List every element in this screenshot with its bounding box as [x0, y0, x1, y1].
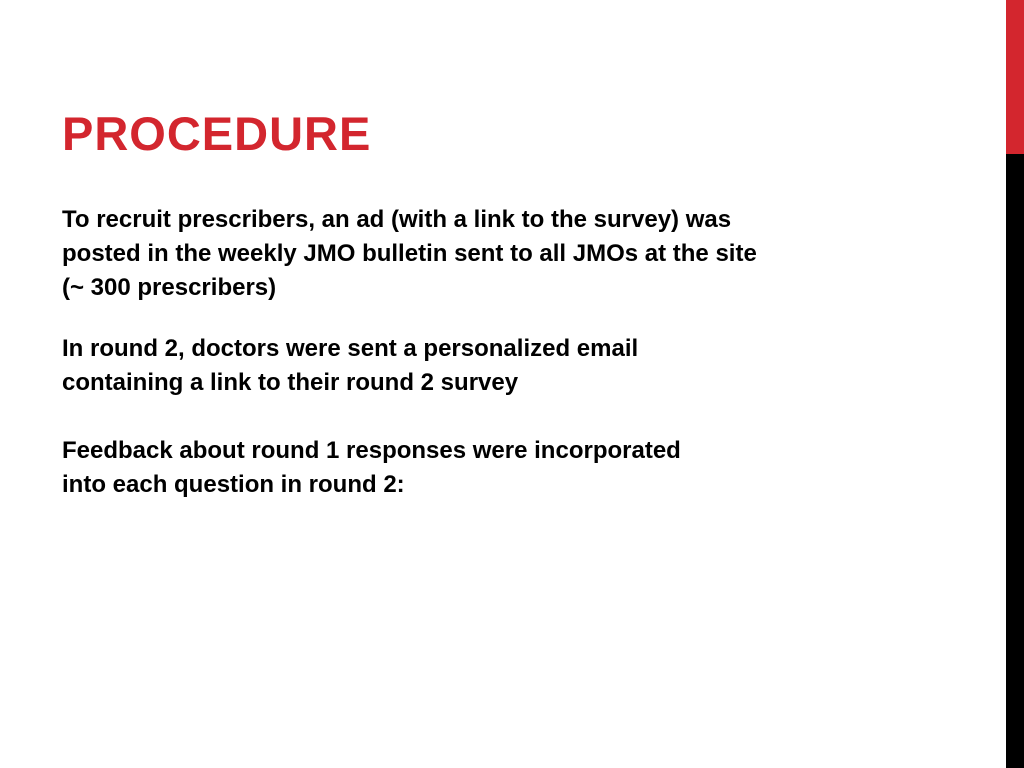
paragraph-feedback: Feedback about round 1 responses were incorporated into each question in round 2: [62, 437, 681, 498]
side-accent-bar-red [1006, 0, 1024, 154]
slide-body [62, 203, 962, 502]
paragraph-recruitment: To recruit prescribers, an ad (with a link to the survey) was posted in the weekly JMO bulletin sent to all JMOs at the site (~ 300 prescribers) [62, 206, 757, 301]
slide-title: PROCEDURE [62, 107, 372, 160]
paragraph-round-2-email: In round 2, doctors were sent a personalized email containing a link to their round 2 survey [62, 335, 639, 396]
side-accent-bar-black [1006, 154, 1024, 768]
